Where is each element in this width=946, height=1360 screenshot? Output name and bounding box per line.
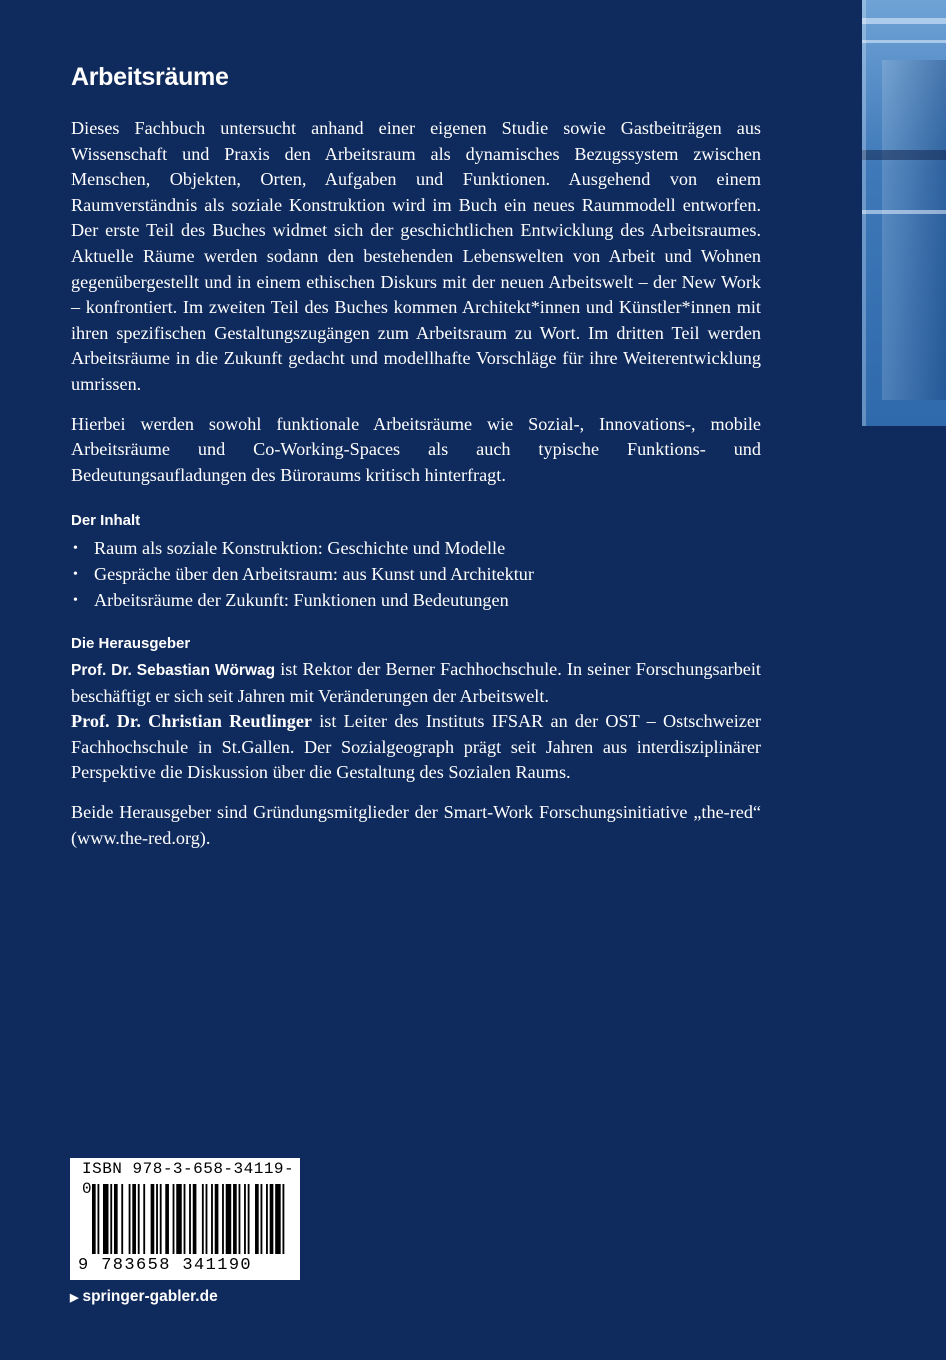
list-item: • Raum als soziale Konstruktion: Geschichte und Modelle xyxy=(71,536,761,562)
barcode-bar xyxy=(239,1184,241,1254)
barcode-bar xyxy=(283,1184,285,1254)
isbn-label: ISBN 978-3-658-34119-0 xyxy=(82,1160,295,1198)
barcode-bars xyxy=(92,1184,288,1254)
barcode-bar xyxy=(266,1184,268,1254)
barcode-bar xyxy=(138,1184,140,1254)
barcode-bar xyxy=(143,1184,145,1254)
isbn-barcode xyxy=(70,1158,300,1280)
barcode-bar xyxy=(110,1184,112,1254)
list-item: • Gespräche über den Arbeitsraum: aus Kunst und Architektur xyxy=(71,562,761,588)
barcode-bar xyxy=(275,1184,280,1254)
barcode-bar xyxy=(92,1184,96,1254)
barcode-bar xyxy=(202,1184,204,1254)
editor-description: ist Rektor der Berner Fachhochschule. In seiner Forschungsarbeit beschäftigt er sich seit Jahren mit Veränderungen der Arbeitswelt. xyxy=(71,659,761,706)
barcode-bar xyxy=(248,1184,250,1254)
book-title: Arbeitsräume xyxy=(71,63,229,91)
play-arrow-icon: ▶ xyxy=(70,1292,79,1304)
barcode-bar xyxy=(151,1184,155,1254)
editors-heading: Die Herausgeber xyxy=(71,635,191,653)
closing-paragraph: Beide Herausgeber sind Gründungsmitglieder der Smart-Work Forschungsinitiative „the-red“ (www.the-red.org). xyxy=(71,802,761,848)
editor-bio xyxy=(71,709,761,786)
barcode-bar xyxy=(233,1184,237,1254)
barcode-bar xyxy=(211,1184,213,1254)
barcode-bar xyxy=(184,1184,186,1254)
barcode-digits: 9 783658 341190 xyxy=(78,1256,253,1275)
barcode-bar xyxy=(103,1184,108,1254)
second-paragraph: Hierbei werden sowohl funktionale Arbeitsräume wie Sozial-, Innovations-, mobile Arbeitsräume und Co-Working-Spaces als auch typische Funktions- und Bedeutungsaufladungen des Büroraums kritisch hinterfragt. xyxy=(71,413,761,485)
barcode-bar xyxy=(189,1184,191,1254)
barcode-bar xyxy=(215,1184,219,1254)
editor-name: Prof. Dr. Sebastian Wörwag xyxy=(71,662,276,680)
back-cover-text xyxy=(71,60,761,851)
barcode-bar xyxy=(132,1184,136,1254)
barcode-bar xyxy=(222,1184,224,1254)
website-text: springer-gabler.de xyxy=(82,1288,218,1305)
barcode-bar xyxy=(270,1184,274,1254)
barcode-bar xyxy=(160,1184,162,1254)
barcode-bar xyxy=(244,1184,246,1254)
editor-description: ist Leiter des Instituts IFSAR an der OST – Ostschweizer Fachhochschule in St.Gallen. Der Sozialgeograph prägt seit Jahren aus interdisziplinärer Perspektive die Diskussion über die Gestaltung des Sozialen Raums. xyxy=(71,711,761,783)
cover-photo-strip xyxy=(862,0,946,426)
barcode-bar xyxy=(206,1184,208,1254)
intro-paragraph: Dieses Fachbuch untersucht anhand einer eigenen Studie sowie Gastbeiträgen aus Wissenschaft und Praxis den Arbeitsraum als dynamisches Bezugssystem zwischen Menschen, Objekten, Orten, Aufgaben und Funktionen. Ausgehend von einem Raumverständnis als soziale Konstruktion wird im Buch ein neues Raummodell entworfen. Der erste Teil des Buches widmet sich der geschichtlichen Entwicklung des Arbeitsraumes. Aktuelle Räume werden sodann den bestehenden Lebenswelten von Arbeit und Wohnen gegenübergestellt und in einem ethischen Diskurs mit der neuen Arbeitswelt – der New Work – konfrontiert. Im zweiten Teil des Buches kommen Architekt*innen und Künstler*innen mit ihren spezifischen Gestaltungszugängen zum Arbeitsraum zu Wort. Im dritten Teil werden Arbeitsräume in die Zukunft gedacht und modellhafte Vorschläge für ihre Weiterentwicklung umrissen. xyxy=(71,118,761,394)
barcode-bar xyxy=(255,1184,259,1254)
barcode-bar xyxy=(121,1184,123,1254)
barcode-bar xyxy=(97,1184,99,1254)
barcode-bar xyxy=(176,1184,181,1254)
barcode-bar xyxy=(156,1184,158,1254)
barcode-bar xyxy=(226,1184,231,1254)
barcode-bar xyxy=(193,1184,197,1254)
barcode-bar xyxy=(173,1184,175,1254)
barcode-bar xyxy=(261,1184,263,1254)
barcode-bar xyxy=(114,1184,118,1254)
barcode-bar xyxy=(129,1184,131,1254)
contents-list xyxy=(71,536,761,613)
contents-heading: Der Inhalt xyxy=(71,512,141,530)
barcode-bar xyxy=(165,1184,169,1254)
editor-bio xyxy=(71,657,761,709)
list-item: • Arbeitsräume der Zukunft: Funktionen und Bedeutungen xyxy=(71,588,761,614)
publisher-website[interactable] xyxy=(70,1287,218,1308)
editor-name: Prof. Dr. Christian Reutlinger xyxy=(71,711,312,732)
